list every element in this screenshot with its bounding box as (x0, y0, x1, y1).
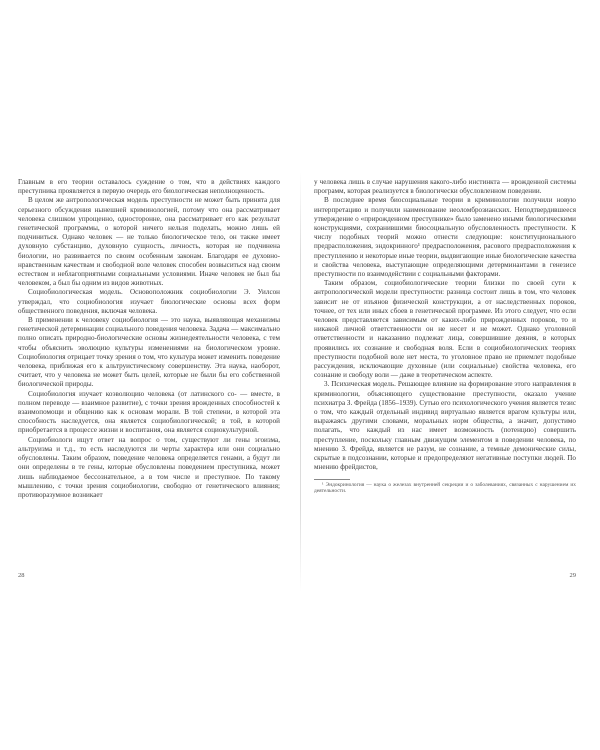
page-number: 28 (18, 572, 25, 579)
paragraph: В целом же антропологическая модель преступности не может быть принята для серьезного обсуждения нынешней криминологией, потому что она рассматривает человека слишком упрощенно, односторонне, она рассматривает его как результат генетической программы, о которой ничего нельзя поделать, можно лишь ей подчиниться. Однако человек — не только биологическое тело, он также имеет духовную субстанцию, духовную сущность, личность, которая не подчинена биологии, но развивается по своим особенным законам. Благодаря ее духовно-нравственным качествам и свободной воле человек способен возвыситься над своим естеством и неблагоприятными социальными условиями. Иначе человек не был бы человеком, а был бы одним из видов животных. (18, 196, 280, 288)
paragraph: у человека лишь в случае нарушения какого-либо инстинкта — врожденной системы программ, которая реализуется в биологически обусловленном поведении. (314, 178, 576, 196)
paragraph: Социобиология изучает коэволюцию человека (от латинского со- — вместе, в полном переводе — взаимное развитие), с точки зрения врожденных способностей к взаимопомощи и общению как к основам морали. В той степени, в которой эта способность наследуется, она является социобиологической; в той, в которой приобретается в процессе жизни и воспитания, она является социокультурной. (18, 389, 280, 435)
book-spread (18, 178, 582, 588)
gutter-divider (300, 172, 301, 592)
footnote: ¹ Эндокринология — наука о железах внутренней секреции и о заболеваниях, связанных с нарушением их деятельности. (314, 481, 576, 495)
paragraph: Социобиологическая модель. Основоположник социобиологии Э. Уилсон утверждал, что социобиология изучает биологические основы всех форм общественного поведения, включая человека. (18, 288, 280, 315)
footnote-rule (314, 479, 350, 480)
right-page-text (314, 178, 576, 473)
paragraph: 3. Психическая модель. Решающее влияние на формирование этого направления в криминологии, объясняющего существование преступности, оказало учение психиатра З. Фрейда (1856–1939). Сутью его психологического учения является тезис о том, что каждый отдельный индивид виртуально является врагом культуры или, выражаясь другими словами, моральных норм общества, а значит, допустимо полагать, что каждый из нас имеет возможность (потенцию) совершить преступление, поскольку главным движущим элементом в поведении человека, по мнению З. Фрейда, является не разум, не сознание, а темные демонические силы, скрытые в подсознании, которые и предопределяют негативные поступки людей. По мнению фрейдистов, (314, 380, 576, 472)
paragraph: В последнее время биосоциальные теории в криминологии получили новую интерпретацию и получили наименование неоломброзианских. Неподтвердившееся утверждение о «прирожденном преступнике» было заменено иными биологическими конструкциями, сохранившими биосоциальную обусловленность преступности. К числу подобных теорий можно отнести следующие: конституционального предрасположения, эндокринного¹ предрасположения, расового предрасположения к преступлению и некоторые иные теории, выдвигающие иные биологические качества и свойства человека, выступающие определяющими детерминантами в генезисе преступности по взаимодействии с социальными факторами. (314, 196, 576, 279)
paragraph: Таким образом, социобиологические теории близки по своей сути к антропологической модели преступности: разница состоит лишь в том, что человек зависит не от изъянов физической конструкции, а от наследственных пороков, точнее, от тех или иных сбоев в генетической программе. Из этого следует, что если человек представляется зависимым от каких-либо прирожденных пороков, то и никакой личной ответственности он не несет и не может. Однако уголовной ответственности и наказанию подлежат лица, совершившие деяния, в которых проявились их сознание и свободная воля. Если в социобиологических теориях преступности подобной воле нет места, то уголовное право не приемлет подобные рассуждения, исключающие духовные (или социальные) свойства человека, его сознание и свободу воли — даже в теоретическом аспекте. (314, 279, 576, 380)
paragraph: В применении к человеку социобиология — это наука, выявляющая механизмы генетической детерминации социального поведения человека. Задача — максимально полно описать природно-биологические основы жизнедеятельности человека, с тем чтобы объяснить эволюцию культуры изменениями на биологическом уровне. Социобиология отрицает точку зрения о том, что культура может изменить поведение человека, приближая его к альтруистическому совершенству. Эта наука, наоборот, считает, что у человека не может быть целей, которые не были бы его собственной биологической природы. (18, 316, 280, 389)
right-page (314, 178, 576, 579)
left-page (18, 178, 280, 579)
page-number: 29 (569, 572, 576, 579)
left-page-text (18, 178, 280, 500)
paragraph: Социобиологи ищут ответ на вопрос о том, существуют ли гены эгоизма, альтруизма и т.д., то есть наследуются ли черты характера или они социально обусловлены. Таким образом, поведение человека определяется генами, а будут ли они определены в те гены, которые обусловлены поведением преступника, может лишь наблюдаемое бессознательное, а в том числе и преступное. По такому мышлению, с точки зрения социобиологии, свободно от генетического влияния; противоразумное возникает (18, 435, 280, 499)
paragraph: Главным в его теории оставалось суждение о том, что в действиях каждого преступника проявляется в первую очередь его биологическая неполноценность. (18, 178, 280, 196)
